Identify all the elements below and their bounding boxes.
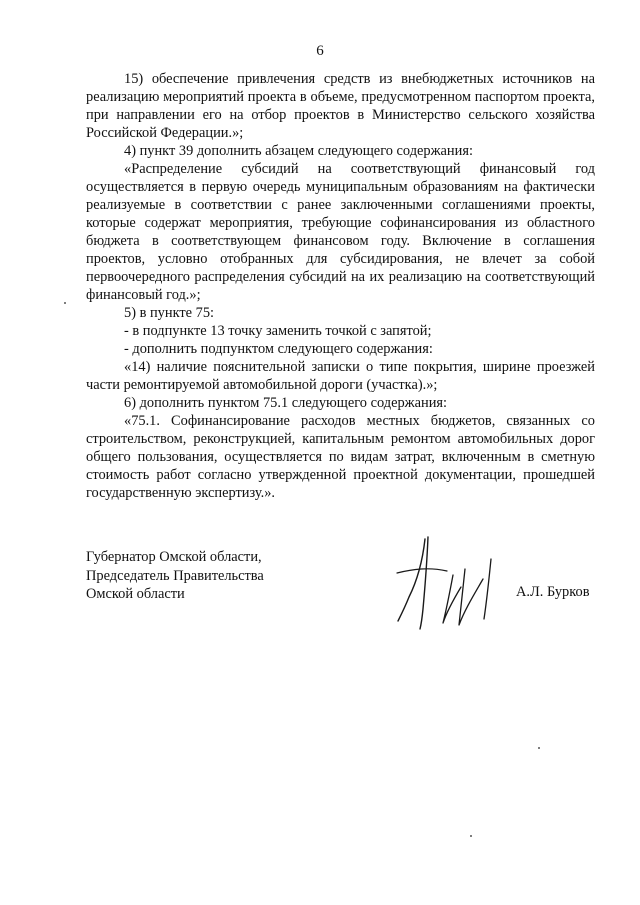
signatory-title-line: Губернатор Омской области, [86,549,262,565]
handwritten-signature [395,535,505,633]
document-body [86,70,595,502]
paragraph-amendment-6: 6) дополнить пунктом 75.1 следующего содержания: [124,395,448,411]
signatory-title [86,548,264,604]
paragraph-subitem-13: - в подпункте 13 точку заменить точкой с запятой; [124,323,432,339]
page-number: 6 [316,43,324,59]
paragraph-item-14: «14) наличие пояснительной записки о типе покрытия, ширине проезжей части ремонтируемой автомобильной дороги (участка).»; [86,359,595,393]
signatory-title-line: Омской области [86,586,185,602]
signatory-name: А.Л. Бурков [516,584,590,600]
scan-speck [538,747,540,749]
paragraph-item-75-1: «75.1. Софинансирование расходов местных бюджетов, связанных со строительством, реконструкцией, капитальным ремонтом автомобильных дорог общего пользования, осуществляется по видам затрат, включенным в сметную стоимость работ согласно утвержденной проектной документации, прошедшей государственную экспертизу.». [86,413,595,501]
paragraph-subsidy-distribution: «Распределение субсидий на соответствующий финансовый год осуществляется в первую очередь муниципальным образованиям на фактически реализуемые в соответствии с ранее заключенными соглашениями проекты, которые содержат мероприятия, требующие софинансирования из областного бюджета в соответствующем финансовом году. Включение в соглашения проектов, условно отобранных для субсидирования, не влечет за собой первоочередного распределения субсидий на их реализацию на соответствующий финансовый год.»; [86,161,595,303]
paragraph-amendment-4: 4) пункт 39 дополнить абзацем следующего содержания: [124,143,473,159]
signatory-title-line: Председатель Правительства [86,567,264,584]
scan-speck [470,835,472,837]
paragraph-add-subitem: - дополнить подпунктом следующего содержания: [124,341,433,357]
paragraph-amendment-5: 5) в пункте 75: [124,305,215,321]
scan-speck [64,302,66,304]
paragraph-item-15: 15) обеспечение привлечения средств из внебюджетных источников на реализацию мероприятий проекта в объеме, предусмотренном паспортом проекта, при направлении его на отбор проектов в Министерство сельского хозяйства Российской Федерации.»; [86,71,595,141]
